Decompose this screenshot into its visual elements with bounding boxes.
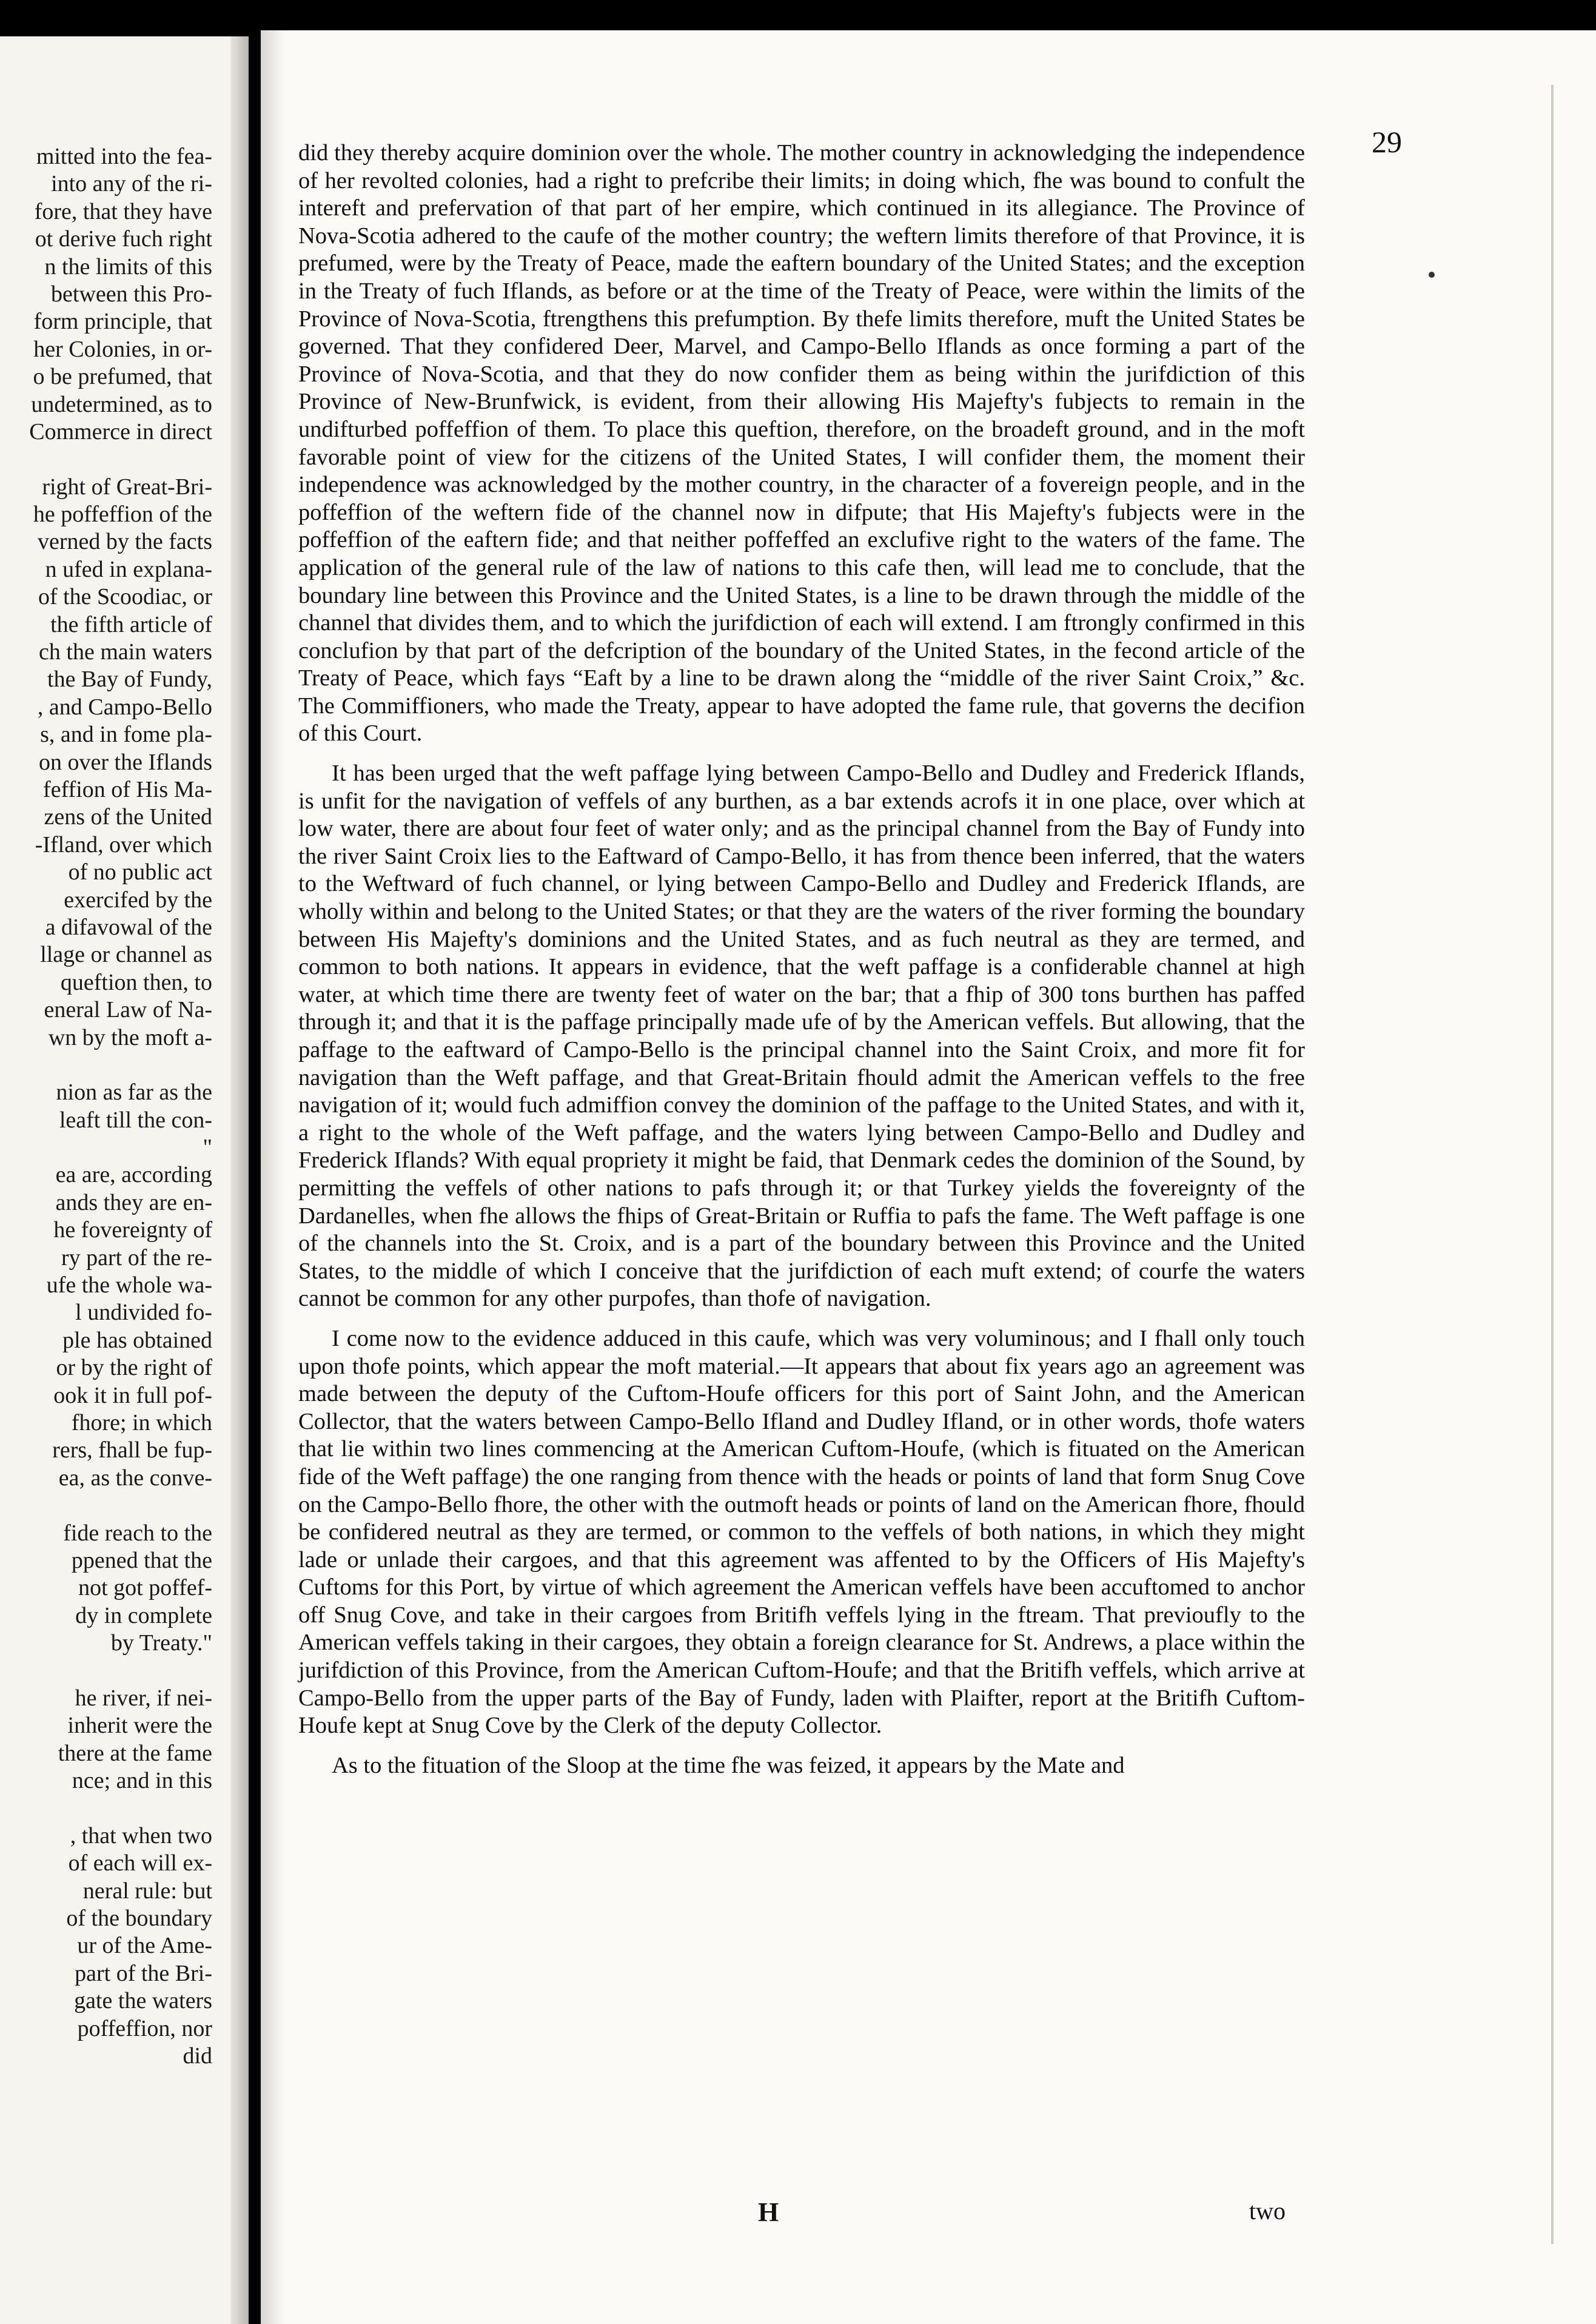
left-page-line: the fifth article of xyxy=(50,611,212,637)
signature-mark: H xyxy=(758,2197,779,2227)
left-page-line: into any of the ri- xyxy=(51,171,212,197)
paragraph-4: As to the fituation of the Sloop at the time fhe was feized, it appears by the Mate and xyxy=(332,1752,1125,1778)
left-page-line: ple has obtained xyxy=(62,1327,212,1353)
left-page-line: llage or channel as xyxy=(40,942,212,968)
left-page-line: wn by the moft a- xyxy=(48,1024,212,1050)
paragraph-3: I come now to the evidence adduced in this caufe, which was very voluminous; and I fhall only touch upon thofe points, which appear the moft material.—It appears that about fix years ago an agreement was made between the deputy of the Cuftom-Houfe officers for this port of Saint John, and the American Collector, that the waters between Campo-Bello Ifland and Dudley Ifland, or in other words, thofe waters that lie within two lines commencing at the American Cuftom-Houfe, (which is fituated on the American fide of the Weft paffage) the one ranging from thence with the heads or points of land that form Snug Cove on the Campo-Bello fhore, the other with the outmoft heads or points of land on the American fhore, fhould be confidered neutral as they are termed, or common to the veffels of both nations, in which they might lade or unlade their cargoes, and that this agreement was affented to by the Officers of His Majefty's Cuftoms for this Port, by virtue of which agreement the American veffels have been accuftomed to anchor off Snug Cove, and take in their cargoes from Britifh veffels lying in the ftream. That previoufly to the American veffels taking in their cargoes, they obtain a foreign clearance for St. Andrews, a place within the jurifdiction of this Province, from the American Cuftom-Houfe; and that the Britifh veffels, which arrive at Campo-Bello from the upper parts of the Bay of Fundy, laden with Plaifter, report at the Britifh Cuftom-Houfe kept at Snug Cove by the Clerk of the deputy Collector. xyxy=(298,1325,1305,1739)
left-page-line: gate the waters xyxy=(74,1988,212,2014)
left-facing-page xyxy=(0,36,249,2324)
left-page-line: ea are, according xyxy=(55,1162,212,1188)
left-page-line: ook it in full pof- xyxy=(53,1382,212,1408)
left-page-line: verned by the facts xyxy=(37,529,212,555)
left-page-line: of the Scoodiac, or xyxy=(38,584,212,610)
left-page-line: exercifed by the xyxy=(64,887,212,913)
left-page-line xyxy=(0,446,212,473)
left-page-line: did xyxy=(183,2043,212,2069)
left-page-line xyxy=(0,1795,212,1822)
page-number: 29 xyxy=(1372,125,1402,159)
left-page-line: inherit were the xyxy=(67,1713,212,1739)
left-page-line: fhore; in which xyxy=(71,1409,212,1436)
left-page-line: the Bay of Fundy, xyxy=(47,667,212,693)
left-page-line: l undivided fo- xyxy=(75,1300,212,1326)
left-page-line: form principle, that xyxy=(33,309,212,335)
left-page-line: ch the main waters xyxy=(39,639,212,665)
catchword: two xyxy=(1249,2197,1286,2225)
left-page-line: of the boundary xyxy=(66,1906,212,1931)
inner-page-edge xyxy=(261,30,285,2324)
left-page-line: between this Pro- xyxy=(51,281,212,307)
left-page-line: ea, as the conve- xyxy=(58,1465,212,1491)
left-page-line: dy in complete xyxy=(75,1602,212,1628)
left-page-line: , and Campo-Bello xyxy=(37,694,212,720)
left-page-line: ufe the whole wa- xyxy=(46,1272,212,1298)
left-page-line: he poffeffion of the xyxy=(33,502,212,528)
left-page-line: zens of the United xyxy=(44,804,212,830)
left-page-line: " xyxy=(203,1135,212,1161)
left-page-line: right of Great-Bri- xyxy=(42,474,212,500)
left-page-line xyxy=(0,1657,212,1684)
left-page-line: feffion of His Ma- xyxy=(43,776,212,802)
left-page-line: a difavowal of the xyxy=(45,914,212,940)
left-page-line: fide reach to the xyxy=(63,1520,212,1546)
left-page-line: -Ifland, over which xyxy=(35,831,212,858)
left-page-line: Commerce in direct xyxy=(29,418,212,445)
left-page-line: s, and in fome pla- xyxy=(40,722,212,748)
left-page-line: ands they are en- xyxy=(55,1189,212,1215)
page-gap xyxy=(249,0,261,2324)
left-page-line: he river, if nei- xyxy=(75,1685,212,1711)
ink-dot xyxy=(1429,272,1435,278)
left-page-line: eneral Law of Na- xyxy=(44,997,212,1023)
left-page-line: , that when two xyxy=(70,1822,212,1849)
left-page-line: o be prefumed, that xyxy=(33,364,212,390)
left-page-line: ot derive fuch right xyxy=(35,226,212,252)
scan-border xyxy=(0,0,1596,24)
left-page-line: n the limits of this xyxy=(44,254,212,280)
left-page-line: nion as far as the xyxy=(56,1080,212,1106)
left-page-line: nce; and in this xyxy=(72,1768,212,1794)
left-page-line: leaft till the con- xyxy=(59,1107,212,1133)
left-page-line: not got poffef- xyxy=(78,1575,212,1601)
left-page-line: on over the Iflands xyxy=(39,749,212,775)
body-text xyxy=(298,139,1305,1792)
paragraph-1: did they thereby acquire dominion over the whole. The mother country in acknowledging the independence of her revolted colonies, had a right to prefcribe their limits; in doing which, fhe was bound to confult the intereft and prefervation of that part of her empire, which continued in its allegiance. The Province of Nova-Scotia adhered to the caufe of the mother country; the weftern limits therefore of that Province, it is prefumed, were by the Treaty of Peace, made the eaftern boundary of the United States; and the exception in the Treaty of fuch Iflands, as before or at the time of the Treaty of Peace, were within the limits of the Province of Nova-Scotia, ftrengthens this prefumption. By thefe limits therefore, muft the United States be governed. That they confidered Deer, Marvel, and Campo-Bello Iflands as once forming a part of the Province of Nova-Scotia, and that they do now confider them as being within the jurifdiction of this Province of New-Brunfwick, is evident, from their allowing His Majefty's fubjects to remain in the undifturbed poffeffion of them. To place this queftion, therefore, on the broadeft ground, and in the moft favorable point of view for the citizens of the United States, I will confider them, the moment their independence was acknowledged by the mother country, in the character of a fovereign people, and in the poffeffion of the weftern fide of the channel now in difpute; that His Majefty's fubjects were in the poffeffion of the eaftern fide; and that neither poffeffed an exclufive right to the waters of the fame. The application of the general rule of the law of nations to this cafe then, will lead me to conclude, that the boundary line between this Province and the United States, is a line to be drawn through the middle of the channel that divides them, and to which the jurifdiction of each will extend. I am ftrongly confirmed in this conclufion by that part of the defcription of the boundary of the United States, in the fecond article of the Treaty of Peace, which fays “Eaft by a line to be drawn along the “middle of the river Saint Croix,” &c. The Commiffioners, who made the Treaty, appear to have adopted the fame rule, that governs the decifion of this Court. xyxy=(298,140,1305,747)
left-page-line: by Treaty." xyxy=(110,1630,212,1656)
left-page-line: fore, that they have xyxy=(34,198,212,224)
left-page-line: queftion then, to xyxy=(60,969,212,995)
main-page xyxy=(261,30,1596,2324)
left-page-text xyxy=(0,143,212,2070)
left-page-line: ur of the Ame- xyxy=(77,1933,212,1959)
left-page-line: or by the right of xyxy=(56,1355,212,1381)
left-page-line: he fovereignty of xyxy=(53,1217,212,1243)
left-page-line: of no public act xyxy=(68,859,212,885)
left-page-line: ry part of the re- xyxy=(61,1244,212,1271)
left-page-line: of each will ex- xyxy=(68,1850,212,1876)
left-page-line xyxy=(0,1052,212,1079)
left-page-line: poffeffion, nor xyxy=(77,2015,212,2041)
left-page-line: undetermined, as to xyxy=(31,391,212,417)
left-page-line: there at the fame xyxy=(58,1740,212,1766)
left-page-line: neral rule: but xyxy=(82,1878,212,1904)
left-page-line: ppened that the xyxy=(71,1547,212,1573)
left-page-line: n ufed in explana- xyxy=(45,556,212,582)
left-page-line: rers, fhall be fup- xyxy=(52,1437,212,1463)
page-fold xyxy=(1551,85,1554,2244)
paragraph-2: It has been urged that the weft paffage lying between Campo-Bello and Dudley and Frederick Iflands, is unfit for the navigation of veffels of any burthen, as a bar extends acrofs it in one place, over which at low water, there are about four feet of water only; and as the principal channel from the Bay of Fundy into the river Saint Croix lies to the Eaftward of Campo-Bello, it has from thence been inferred, that the waters to the Weftward of fuch channel, or lying between Campo-Bello and Dudley and Frederick Iflands, are wholly within and belong to the United States; or that they are the waters of the river forming the boundary between His Majefty's dominions and the United States, and as fuch neutral as they are termed, and common to both nations. It appears in evidence, that the weft paffage is a confiderable channel at high water, at which time there are twenty feet of water on the bar; that a fhip of 300 tons burthen has paffed through it; and that it is the paffage principally made ufe of by the American veffels. But allowing, that the paffage to the eaftward of Campo-Bello is the principal channel into the Saint Croix, and more fit for navigation than the Weft paffage, and that Great-Britain fhould admit the American veffels to the free navigation of it; would fuch admiffion convey the dominion of the paffage to the United States, and with it, a right to the whole of the Weft paffage, and the waters lying between Campo-Bello and Dudley and Frederick Iflands? With equal propriety it might be faid, that Denmark cedes the dominion of the Sound, by permitting the veffels of other nations to pafs through it; or that Turkey yields the fovereignty of the Dardanelles, when fhe allows the fhips of Great-Britain or Ruffia to pafs the fame. The Weft paffage is one of the channels into the St. Croix, and is a part of the boundary between this Province and the United States, to the middle of which I conceive that the jurifdiction of each muft extend; of courfe the waters cannot be common for any other purpofes, than thofe of navigation. xyxy=(298,761,1305,1312)
left-page-line: her Colonies, in or- xyxy=(33,336,212,362)
left-page-line: part of the Bri- xyxy=(75,1960,212,1986)
left-page-line: mitted into the fea- xyxy=(36,144,212,169)
left-page-gutter xyxy=(230,36,249,2324)
left-page-line xyxy=(0,1492,212,1519)
